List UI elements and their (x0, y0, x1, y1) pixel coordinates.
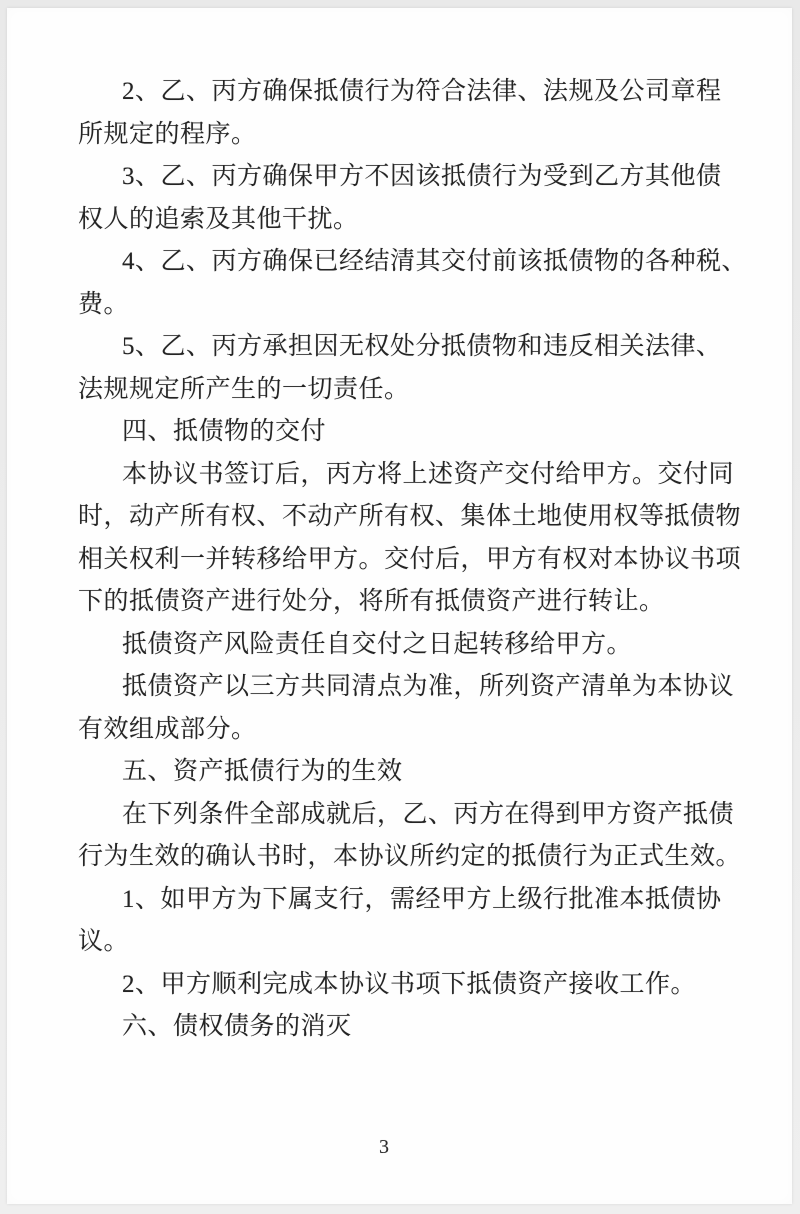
document-page (7, 8, 792, 1204)
text-line: 四、抵债物的交付 (122, 418, 327, 445)
text-line: 时，动产所有权、不动产所有权、集体土地使用权等抵债物 (78, 503, 742, 530)
text-line: 2、乙、丙方确保抵债行为符合法律、法规及公司章程 (122, 78, 722, 105)
text-line: 议。 (78, 928, 130, 955)
text-line: 六、债权债务的消灭 (122, 1013, 352, 1040)
text-line: 2、甲方顺利完成本协议书项下抵债资产接收工作。 (122, 970, 697, 998)
text-line: 1、如甲方为下属支行，需经甲方上级行批准本抵债协 (122, 885, 722, 913)
text-line: 权人的追索及其他干扰。 (78, 205, 359, 233)
text-line: 下的抵债资产进行处分，将所有抵债资产进行转让。 (78, 588, 665, 615)
page-number: 3 (379, 1135, 389, 1158)
text-line: 3、乙、丙方确保甲方不因该抵债行为受到乙方其他债 (122, 163, 722, 190)
text-line: 4、乙、丙方确保已经结清其交付前该抵债物的各种税、 (122, 248, 748, 275)
text-line: 行为生效的确认书时，本协议所约定的抵债行为正式生效。 (78, 843, 742, 870)
text-line: 抵债资产风险责任自交付之日起转移给甲方。 (122, 630, 633, 658)
page-footer (7, 1133, 738, 1161)
text-line: 在下列条件全部成就后，乙、丙方在得到甲方资产抵债 (122, 800, 735, 828)
text-line: 5、乙、丙方承担因无权处分抵债物和违反相关法律、 (122, 333, 722, 360)
text-line: 抵债资产以三方共同清点为准，所列资产清单为本协议 (122, 673, 735, 700)
text-line: 所规定的程序。 (78, 120, 257, 148)
text-line: 费。 (78, 290, 130, 318)
text-line: 相关权利一并转移给甲方。交付后，甲方有权对本协议书项 (78, 545, 742, 573)
text-line: 有效组成部分。 (78, 715, 257, 743)
text-line: 法规规定所产生的一切责任。 (78, 375, 410, 403)
document-body (7, 8, 748, 1049)
text-line: 五、资产抵债行为的生效 (122, 758, 403, 785)
text-line: 本协议书签订后，丙方将上述资产交付给甲方。交付同 (122, 460, 735, 488)
